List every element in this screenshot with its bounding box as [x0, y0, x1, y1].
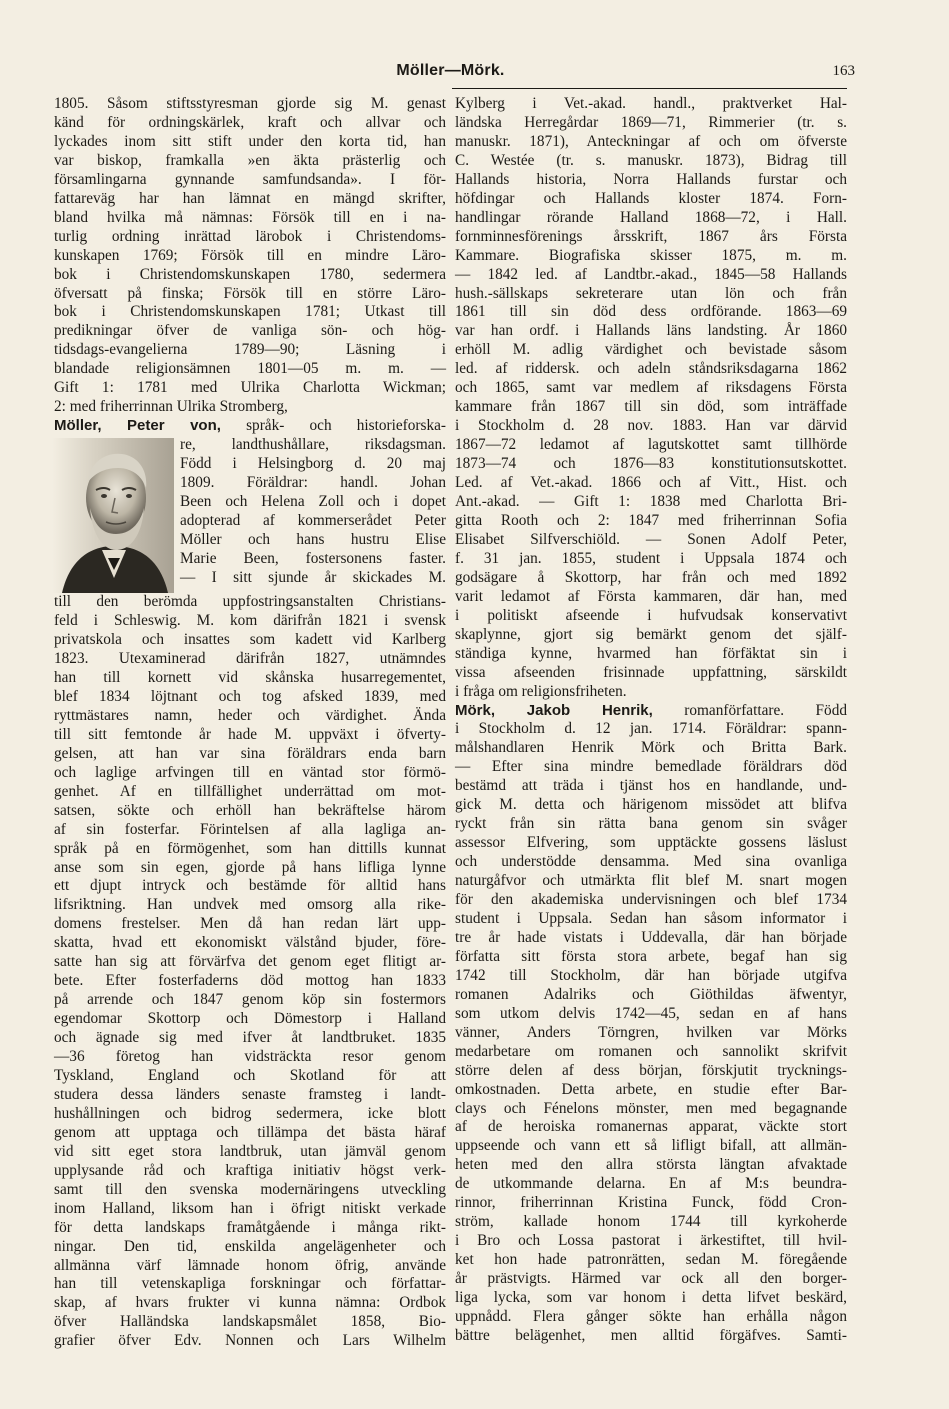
text-line: varit ledamot af Första kammaren, där han, med	[455, 587, 847, 605]
text-line: Hallands historia, Norra Hallands furstar och	[455, 170, 847, 188]
text-line: han till kornett vid skånska husarregementet,	[54, 668, 446, 686]
text-line: rinnor, friherrinnan Kristina Funck, född Cron-	[455, 1194, 847, 1212]
text-line: 1809. Föräldrar: handl. Johan	[180, 474, 446, 492]
text-line: och 1865, samt var medlem af riksdagens Första	[455, 379, 847, 397]
text-line: fornminnesförenings årsskrift, 1867 års Första	[455, 227, 847, 245]
text-line: egendomar Skottorp och Dömestorp i Halland	[54, 1010, 446, 1028]
text-line: Gift 1: 1781 med Ulrika Charlotta Wickman;	[54, 379, 446, 397]
text-line: medarbetare om romanen och sannolikt skrifvit	[455, 1042, 847, 1060]
text-line: turlig ordning inrättad lärobok i Christendoms-	[54, 227, 446, 245]
text-line: skatta, hvad ett ekonomiskt välstånd bjuder, före-	[54, 934, 446, 952]
left-column	[54, 95, 446, 1351]
text-line: författa sitt första stora arbete, begaf han sig	[455, 947, 847, 965]
right-paragraph-1	[455, 95, 847, 702]
text-line: 1867—72 ledamot af lagutskottet samt tillhörde	[455, 436, 847, 454]
text-line: satsen, sökte och erhöll han bekräftelse härom	[54, 801, 446, 819]
text-line: i Bro och Lossa pastorat i ärkestiftet, till hvil-	[455, 1232, 847, 1250]
text-line: blef 1834 löjtnant och tog afsked 1839, med	[54, 687, 446, 705]
portrait-image	[52, 438, 174, 593]
text-line: Ant.-akad. — Gift 1: 1838 med Charlotta Bri-	[455, 493, 847, 511]
text-line: af sin fosterfar. Förintelsen af alla lagliga an-	[54, 820, 446, 838]
text-line: tre år hade vistats i Uddevalla, där han började	[455, 928, 847, 946]
text-line: genom att upptaga och tillämpa det bästa häraf	[54, 1123, 446, 1141]
right-column	[455, 95, 847, 1346]
entry-heading-rest-mork: romanförfattare. Född	[652, 701, 847, 719]
text-line: upplysande råd och kraftiga initiativ högst verk-	[54, 1161, 446, 1179]
text-line: — 1842 led. af Landtbr.-akad., 1845—58 Hallands	[455, 265, 847, 283]
text-line: feld i Schleswig. M. kom därifrån 1821 i svensk	[54, 612, 446, 630]
text-line: bland hvilka må nämnas: Försök till en i na-	[54, 208, 446, 226]
text-line: satte han sig att förvärfva det genom eget flitigt ar-	[54, 953, 446, 971]
text-line: till sitt femtonde år hade M. uppväxt i öfverty-	[54, 725, 446, 743]
text-line: kunskapen 1769; Försök till en mindre Läro-	[54, 246, 446, 264]
text-line: bestämd att träda i tjänst hos en handlande, und-	[455, 777, 847, 795]
text-line: 1873—74 och 1876—83 konstitutionsutskottet.	[455, 455, 847, 473]
text-line: öfversatt på finska; Försök till en större Läro-	[54, 284, 446, 302]
text-line: adopterad af kommerserådet Peter	[180, 511, 446, 529]
text-line: 1861 till sin död dess ordförande. 1863—69	[455, 303, 847, 321]
text-line: ryckt från sin rätta bana genom sin svåger	[455, 815, 847, 833]
header-rule	[452, 88, 847, 89]
text-line: bok i Christendomskunskapen 1780, sedermera	[54, 265, 446, 283]
text-line: privatskola och insattes som kadett vid Karlberg	[54, 631, 446, 649]
text-line: C. Westée (tr. s. manuskr. 1873), Bidrag till	[455, 151, 847, 169]
text-line: öfver Halländska landskapsmålet 1858, Bio-	[54, 1313, 446, 1331]
text-line: i Stockholm d. 28 nov. 1883. Han var därvid	[455, 417, 847, 435]
entry-heading-line-mork	[455, 702, 847, 721]
text-line: vissa afseenden frisinnade uppfattning, särskildt	[455, 663, 847, 681]
text-line: fattareväg har han lämnat en mängd skrifter,	[54, 189, 446, 207]
text-line: domens frestelser. Men då han redan lärt upp-	[54, 915, 446, 933]
text-line: år prästvigts. Härmed var ock all den borger-	[455, 1270, 847, 1288]
text-line: vänner, Anders Törngren, hvilken var Mörks	[455, 1023, 847, 1041]
text-line: vid sitt eget stora landtbruk, utan jämväl genom	[54, 1142, 446, 1160]
text-line: ländska Herregårdar 1869—71, Rimmerier (tr. s.	[455, 113, 847, 131]
page-number: 163	[832, 63, 855, 79]
text-line: var han ordf. i Hallands läns landsting. År 1860	[455, 322, 847, 340]
text-line: var biskop, framkalla »en äkta prästerlig och	[54, 151, 446, 169]
text-line: till den berömda uppfostringsanstalten Christians-	[54, 593, 446, 611]
text-line: ryttmästares namn, heder och värdighet. Ända	[54, 706, 446, 724]
entry-name-mork: Mörk, Jakob Henrik,	[455, 701, 653, 719]
text-line: studera dessa länders senaste framsteg i landt-	[54, 1085, 446, 1103]
entry-heading-line	[54, 417, 446, 436]
text-line: hush.-sällskaps sekreterare utan lön och från	[455, 284, 847, 302]
text-line: ständiga kynne, hvarmed han förfäktat sin i	[455, 644, 847, 662]
text-line: student i Uppsala. Sedan han såsom informator i	[455, 909, 847, 927]
text-line: predikningar öfver de vanliga sön- och hög-	[54, 322, 446, 340]
text-line: och understödde densamma. Med sina ovanliga	[455, 853, 847, 871]
text-line: lifsriktning. Han undvek med omsorg alla rike-	[54, 896, 446, 914]
text-line: grafier öfver Edv. Nonnen och Lars Wilhelm	[54, 1332, 446, 1350]
text-line: gick M. detta och härigenom missödet att blifva	[455, 796, 847, 814]
text-line: gitta Rooth och 2: 1847 med friherrinnan Sofia	[455, 511, 847, 529]
text-line: genhet. Af en tillfällighet underrättad om mot-	[54, 782, 446, 800]
text-line: ket hon hade patronrätten, sedan M. föregående	[455, 1251, 847, 1269]
text-line: språk på en förmögenhet, som han dittills kunnat	[54, 839, 446, 857]
text-line: skap, af hvars frukter vi kunna nämna: Ordbok	[54, 1294, 446, 1312]
right-paragraph-2	[455, 720, 847, 1345]
text-line: för den akademiska undervisningen och blef 1734	[455, 891, 847, 909]
text-line: han till vetenskapliga forskningar och författar-	[54, 1275, 446, 1293]
text-line: för detta landskaps framåtgående i många rikt-	[54, 1218, 446, 1236]
text-line: Been och Helena Zoll och i dopet	[180, 493, 446, 511]
portrait-of-peter-von-moller	[52, 438, 174, 593]
text-line: af de heroiska romanernas apparat, väckte stort	[455, 1118, 847, 1136]
text-line: led. af riddersk. och adeln ståndsriksdagarna 1862	[455, 360, 847, 378]
text-line: re, landthushållare, riksdagsman.	[180, 436, 446, 454]
text-line: romanen Adalriks och Giöthildas äfwentyr,	[455, 985, 847, 1003]
text-line: f. 31 jan. 1855, student i Uppsala 1874 och	[455, 549, 847, 567]
text-line: —36 företog han vidsträckta resor genom	[54, 1048, 446, 1066]
text-line: manuskr. 1871), Anteckningar af och om öfverste	[455, 132, 847, 150]
text-line: 1805. Såsom stiftsstyresman gjorde sig M. genast	[54, 95, 446, 112]
text-line: Led. af Vet.-akad. 1866 och af Vitt., Hist. och	[455, 474, 847, 492]
entry-heading-rest: språk- och historieforska-	[220, 417, 446, 435]
text-line: — Efter sina mindre bemedlade föräldrars död	[455, 758, 847, 776]
text-line: målshandlaren Henrik Mörk och Britta Bark.	[455, 739, 847, 757]
text-line: heten med den allra största längtan afvaktade	[455, 1156, 847, 1174]
text-line: assessor Elfvering, som upptäckte gossens läslust	[455, 834, 847, 852]
text-line: Kammare. Biografiska skisser 1875, m. m.	[455, 246, 847, 264]
text-line: Tyskland, England och Skotland för att	[54, 1066, 446, 1084]
text-line: ningar. Den tid, enskilda angelägenheter och	[54, 1237, 446, 1255]
portrait-block	[54, 436, 446, 588]
text-line: ström, kallade honom 1744 till kyrkoherde	[455, 1213, 847, 1231]
text-line: — I sitt sjunde år skickades M.	[180, 568, 446, 586]
text-line: allmänna värf lämnade honom öfrig, använde	[54, 1256, 446, 1274]
text-line: naturgåfvor och utmärkta flit blef M. snart mogen	[455, 872, 847, 890]
text-line: Marie Been, fostersonens faster.	[180, 549, 446, 567]
text-line: hushållningen och bidrog sedermera, icke blott	[54, 1104, 446, 1122]
text-line: Elisabet Silfverschiöld. — Sonen Adolf Peter,	[455, 530, 847, 548]
text-line: i Stockholm d. 12 jan. 1714. Föräldrar: spann-	[455, 720, 847, 738]
text-line: handlingar rörande Halland 1868—72, i Hall.	[455, 208, 847, 226]
text-line: bok i Christendomskunskapen 1781; Utkast till	[54, 303, 446, 321]
text-line: omkostnaden. Detta arbete, en studie efter Bar-	[455, 1080, 847, 1098]
text-line: godsägare å Skottorp, har från och med 1892	[455, 568, 847, 586]
text-line: som utkom delvis 1742—45, sedan en af hans	[455, 1004, 847, 1022]
text-line: Född i Helsingborg d. 20 maj	[180, 455, 446, 473]
text-line: erhöll M. adlig värdighet och bevistade såsom	[455, 341, 847, 359]
text-line: tidsdags-evangelierna 1789—90; Läsning i	[54, 341, 446, 359]
text-line: inom Halland, liksom han i öfrigt nitiskt verkade	[54, 1199, 446, 1217]
text-line: Kylberg i Vet.-akad. handl., praktverket Hal-	[455, 95, 847, 112]
text-line: Möller och hans hustru Elise	[180, 530, 446, 548]
text-line: 1742 till Stockholm, där han började utgifva	[455, 966, 847, 984]
text-line: skaplynne, gjort sig bemärkt genom det själf-	[455, 625, 847, 643]
text-line: församlingarna gynnande samfundsanda». I för-	[54, 170, 446, 188]
text-line: samt till den svenska modernäringens utveckling	[54, 1180, 446, 1198]
text-line: större delen af dess början, förskjutit trycknings-	[455, 1061, 847, 1079]
text-line: i politiskt afseende i hufvudsak konservativt	[455, 606, 847, 624]
text-line: gelsen, att han var sina föräldrars enda barn	[54, 744, 446, 762]
text-line: uppnådd. Flera gånger sökte han erhålla någon	[455, 1308, 847, 1325]
page-header	[52, 62, 855, 84]
text-line: 1823. Utexaminerad därifrån 1827, utnämndes	[54, 650, 446, 668]
left-paragraph-2	[54, 593, 446, 1351]
text-line: i fråga om religionsfriheten.	[455, 682, 627, 700]
text-line: 2: med friherrinnan Ulrika Stromberg,	[54, 398, 288, 416]
text-line: på arrende och 1847 genom köp sin fostermors	[54, 991, 446, 1009]
text-line: anse som sin egen, gjorde på hans lifliga lynne	[54, 858, 446, 876]
text-line: bättre belägenhet, men alltid förgäfves. Samti-	[455, 1326, 847, 1344]
text-line: höfdingar och Hallands kloster 1874. Forn-	[455, 189, 847, 207]
text-line: liga lycka, som var honom i detta lifvet beskärd,	[455, 1289, 847, 1307]
text-line: uppseende och vann ett så lifligt bifall, att allmän-	[455, 1137, 847, 1155]
text-line: de utkommande delarna. En af M:s beundra-	[455, 1175, 847, 1193]
text-line: ett djupt intryck och bestämde för alltid hans	[54, 877, 446, 895]
left-paragraph-1	[54, 95, 446, 417]
entry-name-moller: Möller, Peter von,	[54, 417, 221, 435]
text-line: clays och Fénelons mönster, men med begagnande	[455, 1099, 847, 1117]
text-line: känd för ordningskärlek, kraft och allvar och	[54, 113, 446, 131]
text-line: blandade religionsämnen 1801—05 m. m. —	[54, 360, 446, 378]
text-line: bete. Efter fosterfaderns död mottog han 1833	[54, 972, 446, 990]
running-title: Möller—Mörk.	[396, 62, 505, 79]
text-line: och ägnade sig med ifver åt landtbruket. 1835	[54, 1029, 446, 1047]
text-line: lyckades inom sitt stift under den korta tid, han	[54, 132, 446, 150]
text-line: och laglige arfvingen till en väntad stor förmö-	[54, 763, 446, 781]
text-line: kammare från 1867 till sin död, som inträffade	[455, 398, 847, 416]
